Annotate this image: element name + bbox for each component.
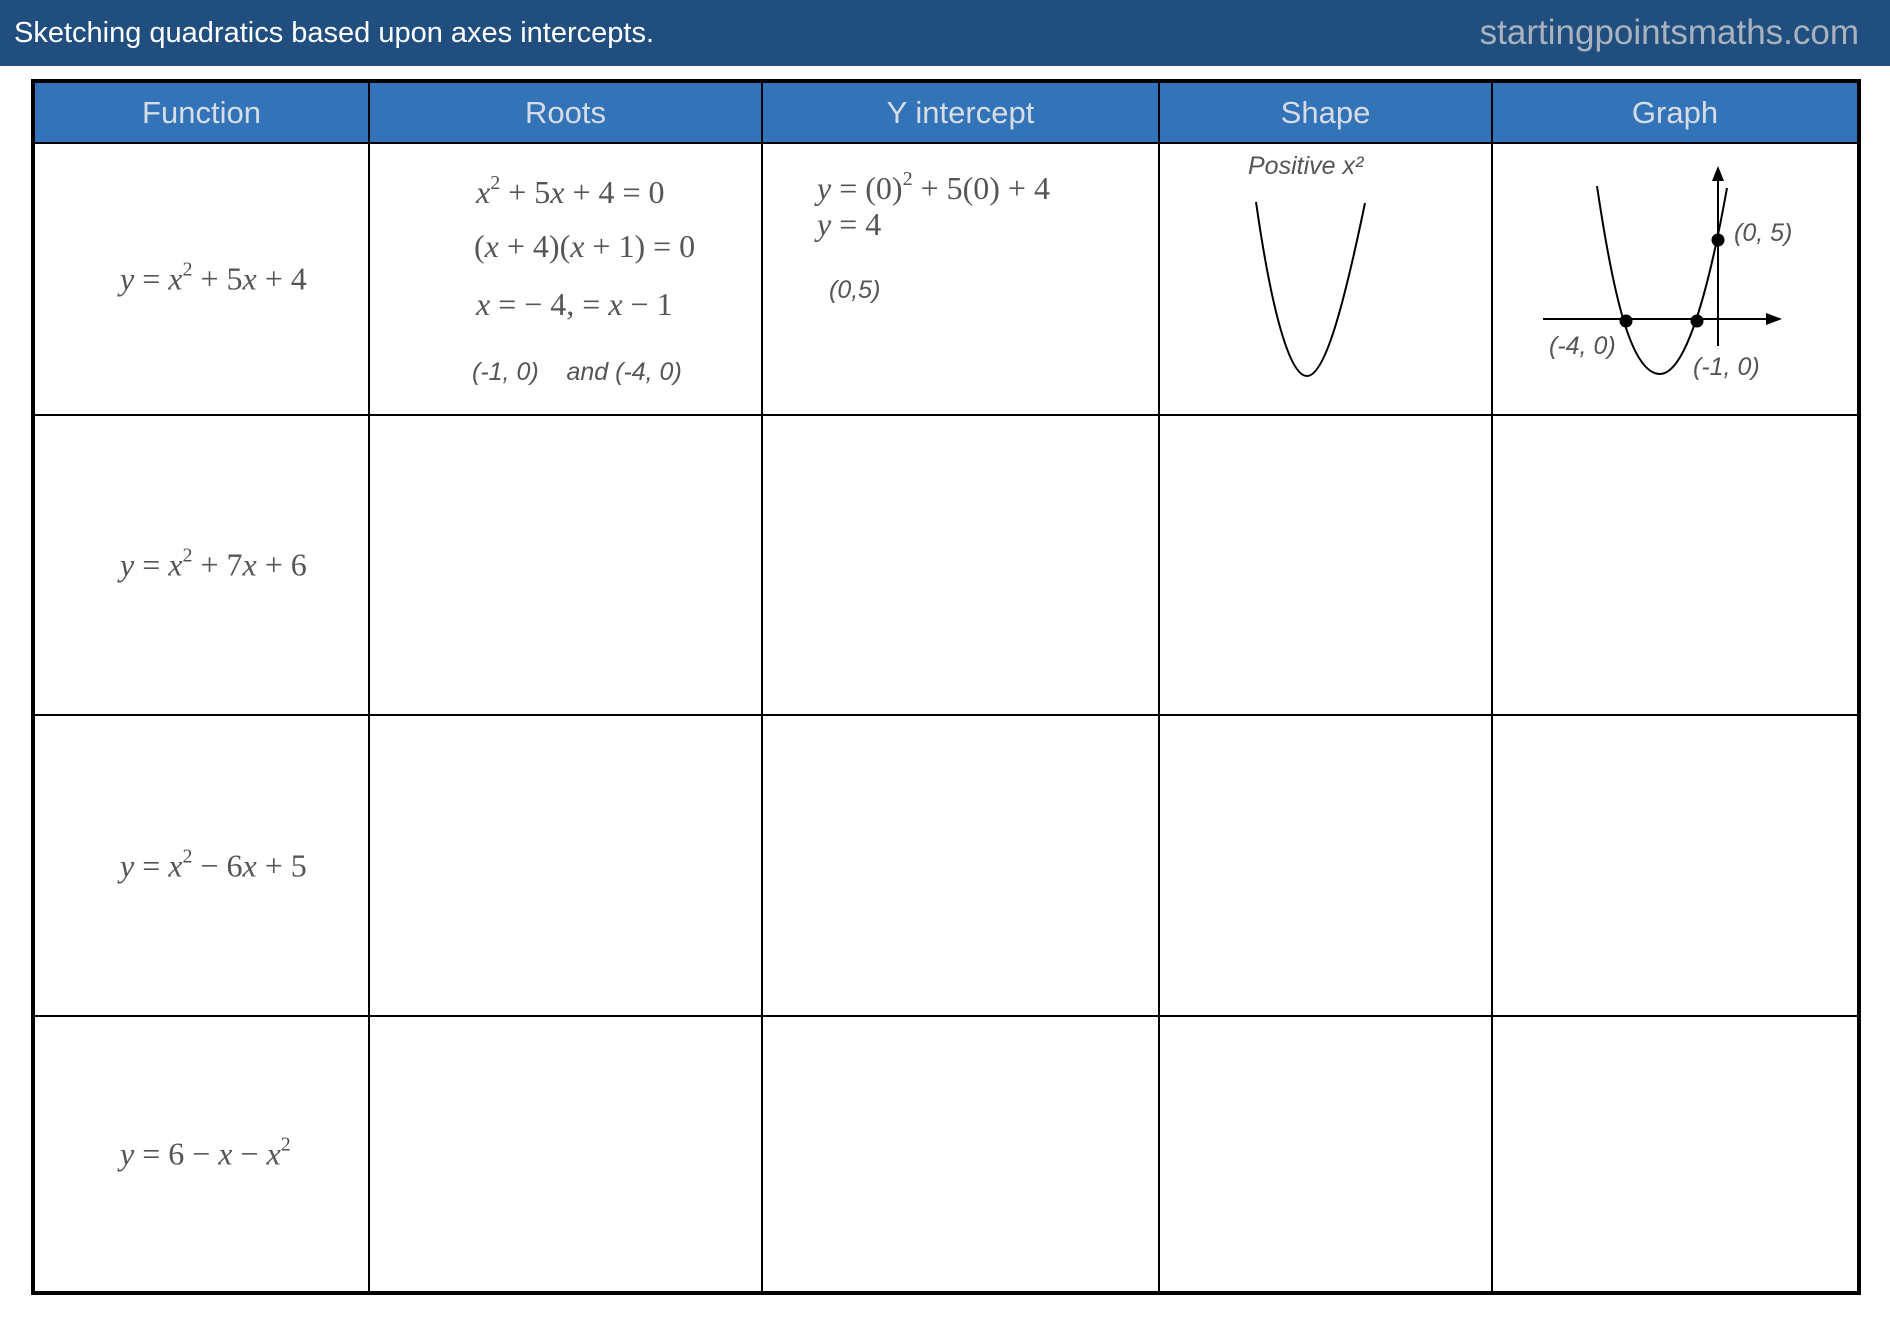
header-row — [33, 81, 1859, 143]
roots-points: (-1, 0) and (-4, 0) — [472, 358, 682, 386]
table-row — [33, 415, 1859, 715]
worksheet-table — [31, 79, 1861, 1295]
y-axis-arrow-icon — [1712, 166, 1724, 181]
function-expression: $y = x^2 + 7x + 6$ — [120, 544, 307, 583]
roots-factorised: (x + 4)(x + 1) = 0 — [474, 228, 696, 264]
column-header-graph: Graph — [1492, 81, 1859, 143]
parabola-shape-icon — [1160, 144, 1493, 416]
shape-cell — [1159, 143, 1492, 415]
label-0-5: (0, 5) — [1734, 219, 1793, 247]
shape-cell[interactable] — [1159, 415, 1492, 715]
graph-cell[interactable] — [1492, 415, 1859, 715]
function-cell — [33, 1016, 369, 1293]
title-bar — [0, 0, 1890, 66]
shape-label: Positive x² — [1248, 152, 1364, 180]
y-intercept-cell — [762, 143, 1159, 415]
function-cell — [33, 715, 369, 1016]
roots-cell — [369, 143, 762, 415]
graph-cell[interactable] — [1492, 715, 1859, 1016]
y-intercept-point — [1712, 234, 1725, 247]
table-row — [33, 715, 1859, 1016]
roots-solutions: x = − 4, = x − 1 — [476, 286, 673, 322]
roots-cell[interactable] — [369, 715, 762, 1016]
y-intercept-point: (0,5) — [829, 276, 881, 304]
table-row — [33, 143, 1859, 415]
y-intercept-substitution: $y = (0)^2 + 5(0) + 4$ — [817, 168, 1050, 206]
shape-cell[interactable] — [1159, 715, 1492, 1016]
roots-cell[interactable] — [369, 1016, 762, 1293]
label-minus-4-0: (-4, 0) — [1549, 332, 1616, 360]
site-name: startingpointsmaths.com — [1479, 13, 1859, 52]
column-header-roots: Roots — [369, 81, 762, 143]
column-header-function: Function — [33, 81, 369, 143]
root-point-minus-1 — [1691, 315, 1704, 328]
column-header-y-intercept: Y intercept — [762, 81, 1159, 143]
y-intercept-cell[interactable] — [762, 415, 1159, 715]
y-intercept-cell[interactable] — [762, 1016, 1159, 1293]
function-expression: $y = 6 - x - x^2$ — [120, 1133, 291, 1172]
function-cell — [33, 143, 369, 415]
column-header-shape: Shape — [1159, 81, 1492, 143]
graph-cell[interactable] — [1492, 1016, 1859, 1293]
roots-equation: $x^2 + 5x + 4 = 0$ — [476, 172, 665, 210]
y-intercept-result: y = 4 — [817, 206, 882, 242]
function-cell — [33, 415, 369, 715]
page-title: Sketching quadratics based upon axes intercepts. — [14, 17, 655, 49]
function-expression: $y = x^2 + 5x + 4$ — [120, 258, 307, 297]
x-axis-arrow-icon — [1766, 313, 1782, 325]
graph-cell — [1492, 143, 1859, 415]
y-intercept-cell[interactable] — [762, 715, 1159, 1016]
shape-cell[interactable] — [1159, 1016, 1492, 1293]
roots-cell[interactable] — [369, 415, 762, 715]
quadratic-graph — [1493, 144, 1860, 416]
label-minus-1-0: (-1, 0) — [1693, 353, 1760, 381]
root-point-minus-4 — [1620, 315, 1633, 328]
function-expression: $y = x^2 - 6x + 5$ — [120, 845, 307, 883]
table-row — [33, 1016, 1859, 1293]
